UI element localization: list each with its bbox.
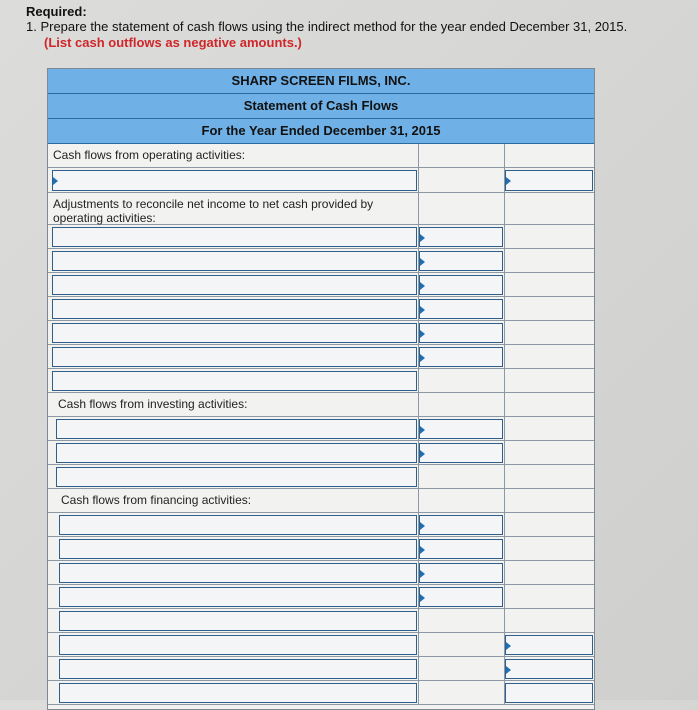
financing-label-input[interactable]: [59, 515, 417, 535]
adjustment-row: [48, 297, 594, 321]
adjustment-amount-input[interactable]: [419, 347, 503, 367]
dropdown-arrow-icon: [420, 426, 425, 434]
dropdown-arrow-icon: [506, 177, 511, 185]
dropdown-arrow-icon: [420, 594, 425, 602]
financing-row: [48, 585, 594, 609]
dropdown-arrow-icon: [420, 522, 425, 530]
adjustment-amount-input[interactable]: [419, 251, 503, 271]
adjustment-row: [48, 321, 594, 345]
adjustment-row: [48, 249, 594, 273]
dropdown-arrow-icon: [420, 570, 425, 578]
required-note: (List cash outflows as negative amounts.): [44, 35, 302, 50]
dropdown-arrow-icon: [506, 642, 511, 650]
adjustment-label-input[interactable]: [52, 347, 417, 367]
financing-row: [48, 513, 594, 537]
financing-amount-input[interactable]: [419, 539, 503, 559]
investing-label: Cash flows from investing activities:: [58, 397, 248, 411]
operating-label: Cash flows from operating activities:: [53, 148, 246, 162]
investing-row: [48, 417, 594, 441]
statement-title: Statement of Cash Flows: [48, 94, 594, 119]
investing-total-label-input[interactable]: [56, 467, 417, 487]
operating-total-row: [48, 369, 594, 393]
adjustment-amount-input[interactable]: [419, 227, 503, 247]
investing-total-row: [48, 465, 594, 489]
adjustment-label-input[interactable]: [52, 227, 417, 247]
investing-row: [48, 441, 594, 465]
adjustments-label: Adjustments to reconcile net income to net cash provided by operating activities:: [53, 197, 374, 225]
financing-amount-input[interactable]: [419, 563, 503, 583]
company-name: SHARP SCREEN FILMS, INC.: [48, 69, 594, 94]
adjustment-row: [48, 345, 594, 369]
dropdown-arrow-icon: [420, 282, 425, 290]
adjustment-amount-input[interactable]: [419, 323, 503, 343]
beginning-cash-label-input[interactable]: [59, 659, 417, 679]
adjustment-amount-input[interactable]: [419, 275, 503, 295]
dropdown-arrow-icon: [506, 666, 511, 674]
financing-label-input[interactable]: [59, 587, 417, 607]
dropdown-arrow-icon: [420, 354, 425, 362]
net-income-label-input[interactable]: [52, 170, 417, 191]
financing-label-input[interactable]: [59, 539, 417, 559]
investing-label-input[interactable]: [56, 419, 417, 439]
operating-total-label-input[interactable]: [52, 371, 417, 391]
net-change-row: [48, 633, 594, 657]
financing-total-label-input[interactable]: [59, 611, 417, 631]
financing-row: [48, 537, 594, 561]
cash-flow-worksheet: [47, 68, 595, 710]
required-heading: Required:: [26, 4, 87, 19]
adjustment-label-input[interactable]: [52, 251, 417, 271]
beginning-cash-amount-input[interactable]: [505, 659, 593, 679]
financing-amount-input[interactable]: [419, 587, 503, 607]
statement-period: For the Year Ended December 31, 2015: [48, 119, 594, 144]
dropdown-arrow-icon: [53, 177, 58, 185]
adjustment-row: [48, 273, 594, 297]
financing-label: Cash flows from financing activities:: [61, 493, 252, 507]
dropdown-arrow-icon: [420, 306, 425, 314]
adjustment-row: [48, 225, 594, 249]
net-change-amount-input[interactable]: [505, 635, 593, 655]
ending-cash-row: [48, 681, 594, 705]
dropdown-arrow-icon: [420, 234, 425, 242]
financing-label-input[interactable]: [59, 563, 417, 583]
operating-heading-row: [48, 144, 594, 168]
beginning-cash-row: [48, 657, 594, 681]
adjustments-heading-row: [48, 193, 594, 225]
adjustment-label-input[interactable]: [52, 323, 417, 343]
financing-total-row: [48, 609, 594, 633]
ending-cash-amount-input[interactable]: [505, 683, 593, 703]
required-instruction: 1. Prepare the statement of cash flows using the indirect method for the year ended December 31, 2015.: [26, 19, 628, 34]
adjustment-amount-input[interactable]: [419, 299, 503, 319]
investing-label-input[interactable]: [56, 443, 417, 463]
investing-heading-row: [48, 393, 594, 417]
dropdown-arrow-icon: [420, 258, 425, 266]
financing-amount-input[interactable]: [419, 515, 503, 535]
financing-row: [48, 561, 594, 585]
adjustment-label-input[interactable]: [52, 299, 417, 319]
financing-heading-row: [48, 489, 594, 513]
dropdown-arrow-icon: [420, 330, 425, 338]
investing-amount-input[interactable]: [419, 419, 503, 439]
operating-input-row: [48, 168, 594, 193]
investing-amount-input[interactable]: [419, 443, 503, 463]
dropdown-arrow-icon: [420, 546, 425, 554]
ending-cash-label-input[interactable]: [59, 683, 417, 703]
dropdown-arrow-icon: [420, 450, 425, 458]
net-change-label-input[interactable]: [59, 635, 417, 655]
net-income-amount-input[interactable]: [505, 170, 593, 191]
adjustment-label-input[interactable]: [52, 275, 417, 295]
